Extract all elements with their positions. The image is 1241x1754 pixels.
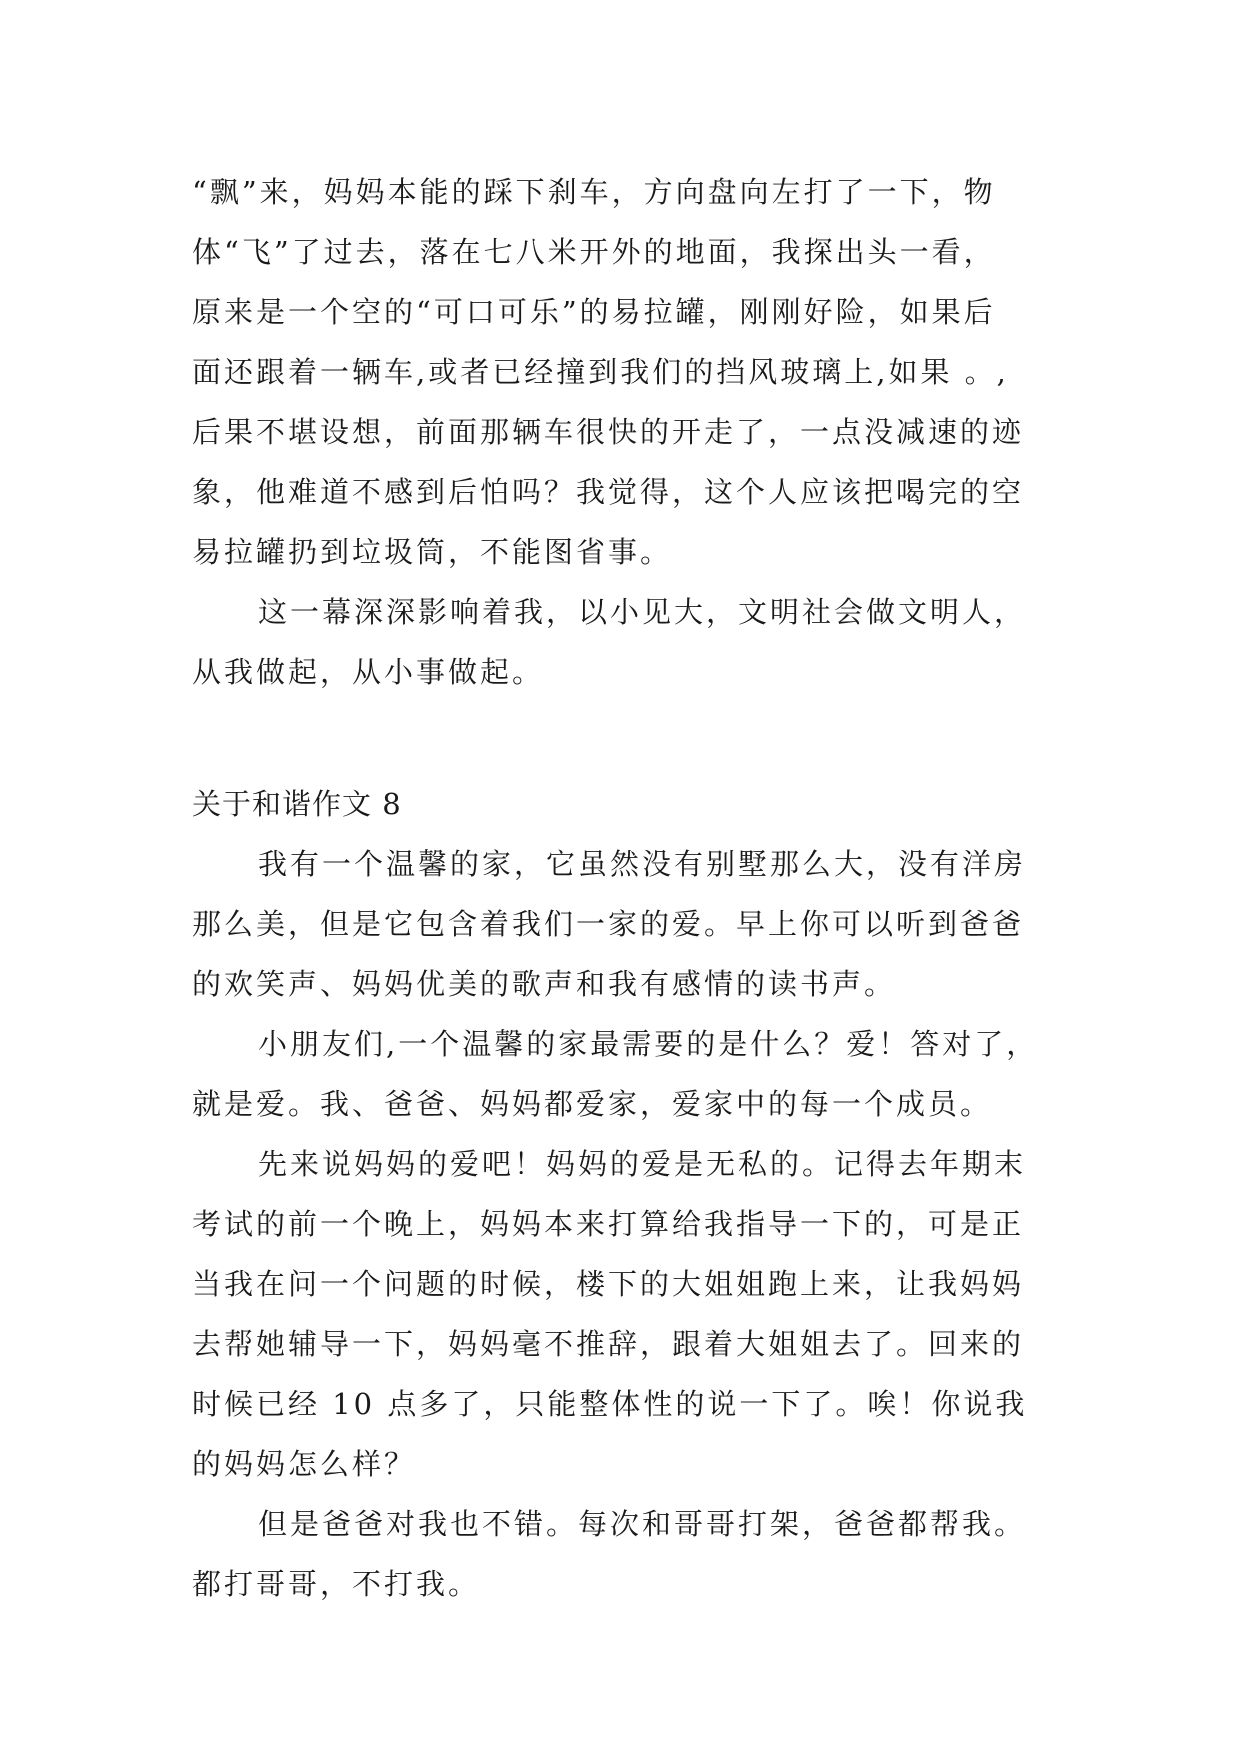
paragraph-closing — [192, 582, 1087, 702]
text-line: 从我做起，从小事做起。 — [192, 655, 545, 689]
text-line: 但是爸爸对我也不错。每次和哥哥打架，爸爸都帮我。 — [258, 1507, 1027, 1541]
text-line: 的欢笑声、妈妈优美的歌声和我有感情的读书声。 — [192, 967, 897, 1001]
text-line: 都打哥哥，不打我。 — [192, 1567, 481, 1601]
text-line: 原来是一个空的“可口可乐”的易拉罐，刚刚好险，如果后 — [192, 295, 996, 329]
text-line: 时候已经 10 点多了，只能整体性的说一下了。唉！你说我 — [192, 1387, 1028, 1421]
section-spacer — [192, 702, 1087, 774]
text-line: 那么美，但是它包含着我们一家的爱。早上你可以听到爸爸 — [192, 907, 1025, 941]
text-line: 就是爱。我、爸爸、妈妈都爱家，爱家中的每一个成员。 — [192, 1087, 993, 1121]
text-line: 面还跟着一辆车,或者已经撞到我们的挡风玻璃上,如果 。, — [192, 355, 1009, 389]
text-line: 易拉罐扔到垃圾筒，不能图省事。 — [192, 535, 673, 569]
text-line: 我有一个温馨的家，它虽然没有别墅那么大，没有洋房 — [258, 847, 1027, 881]
paragraph-love — [192, 1014, 1087, 1134]
text-line: 小朋友们,一个温馨的家最需要的是什么？爱！答对了， — [258, 1027, 1039, 1061]
text-line: 当我在问一个问题的时候，楼下的大姐姐跑上来，让我妈妈 — [192, 1267, 1025, 1301]
paragraph-warm-home — [192, 834, 1087, 1014]
paragraph-father — [192, 1494, 1087, 1614]
text-line: 先来说妈妈的爱吧！妈妈的爱是无私的。记得去年期末 — [258, 1147, 1027, 1181]
text-line: 后果不堪设想，前面那辆车很快的开走了，一点没减速的迹 — [192, 415, 1025, 449]
section-heading: 关于和谐作文 8 — [192, 787, 402, 821]
paragraph-car-incident — [192, 162, 1087, 582]
text-line: 的妈妈怎么样？ — [192, 1447, 417, 1481]
text-line: 这一幕深深影响着我，以小见大，文明社会做文明人， — [258, 595, 1027, 629]
text-line: 体“飞”了过去，落在七八米开外的地面，我探出头一看， — [192, 235, 996, 269]
text-line: 象，他难道不感到后怕吗？我觉得，这个人应该把喝完的空 — [192, 475, 1025, 509]
text-line: 考试的前一个晚上，妈妈本来打算给我指导一下的，可是正 — [192, 1207, 1025, 1241]
paragraph-mother — [192, 1134, 1087, 1494]
text-line: 去帮她辅导一下，妈妈毫不推辞，跟着大姐姐去了。回来的 — [192, 1327, 1025, 1361]
text-line: “飘”来，妈妈本能的踩下刹车，方向盘向左打了一下，物 — [192, 175, 996, 209]
document-body — [192, 162, 1087, 1614]
